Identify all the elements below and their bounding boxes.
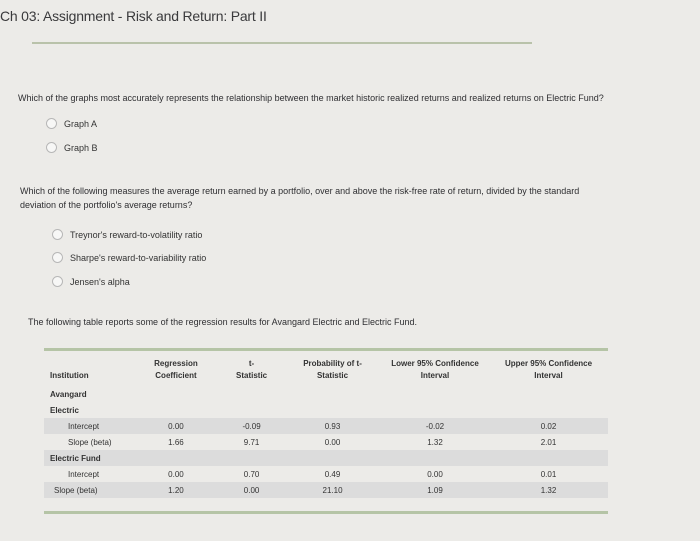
- option-treynor[interactable]: [52, 229, 202, 240]
- page-title: Ch 03: Assignment - Risk and Return: Part II: [0, 8, 267, 24]
- table-row: Intercept 0.00 0.70 0.49 0.00 0.01: [68, 469, 557, 479]
- radio-graph-b[interactable]: [46, 142, 57, 153]
- table-row: Intercept 0.00 -0.09 0.93 -0.02 0.02: [44, 418, 608, 434]
- group-avangard-line-1: Avangard: [50, 389, 87, 399]
- table-group-row: [44, 450, 608, 466]
- option-treynor-label: Treynor's reward-to-volatility ratio: [70, 229, 203, 240]
- option-jensen-label: Jensen's alpha: [70, 276, 130, 287]
- table-bottom-rule: [44, 511, 608, 514]
- group-avangard-line-2: Electric: [50, 405, 79, 415]
- header-lower-ci: Lower 95% Confidence Interval: [391, 359, 479, 380]
- header-regression-coefficient: Regression Coefficient: [154, 359, 198, 380]
- question-1-text: Which of the graphs most accurately represents the relationship between the market historic realized returns and realized returns on Electric Fund?: [18, 93, 604, 103]
- table-header-row: [44, 358, 608, 386]
- option-graph-a-label: Graph A: [64, 118, 98, 129]
- title-divider: [32, 42, 532, 44]
- table-top-rule: [44, 348, 608, 351]
- option-graph-a[interactable]: [46, 118, 97, 129]
- group-electric-fund: Electric Fund: [44, 450, 608, 466]
- header-upper-ci: Upper 95% Confidence Interval: [504, 359, 593, 380]
- table-group-row: [44, 402, 608, 418]
- radio-treynor[interactable]: [52, 229, 63, 240]
- question-2-line-1: Which of the following measures the average return earned by a portfolio, over and above the risk-free rate of return, divided by the standard: [20, 186, 580, 196]
- option-graph-b-label: Graph B: [64, 142, 98, 153]
- radio-jensen[interactable]: [52, 276, 63, 287]
- header-probability: Probability of t- Statistic: [303, 359, 362, 380]
- header-institution: Institution: [50, 371, 89, 380]
- radio-graph-a[interactable]: [46, 118, 57, 129]
- question-2-line-2: deviation of the portfolio's average returns?: [20, 200, 193, 210]
- option-sharpe[interactable]: [52, 252, 206, 263]
- radio-sharpe[interactable]: [52, 252, 63, 263]
- table-row: Slope (beta) 1.66 9.71 0.00 1.32 2.01: [68, 437, 557, 447]
- option-sharpe-label: Sharpe's reward-to-variability ratio: [70, 252, 207, 263]
- table-intro: The following table reports some of the regression results for Avangard Electric and Electric Fund.: [28, 317, 418, 327]
- table-row: Slope (beta) 1.20 0.00 21.10 1.09 1.32: [44, 482, 608, 498]
- option-jensen[interactable]: [52, 276, 130, 287]
- header-t-statistic: t- Statistic: [236, 359, 268, 380]
- table-group-row: [44, 386, 608, 402]
- option-graph-b[interactable]: [46, 142, 98, 153]
